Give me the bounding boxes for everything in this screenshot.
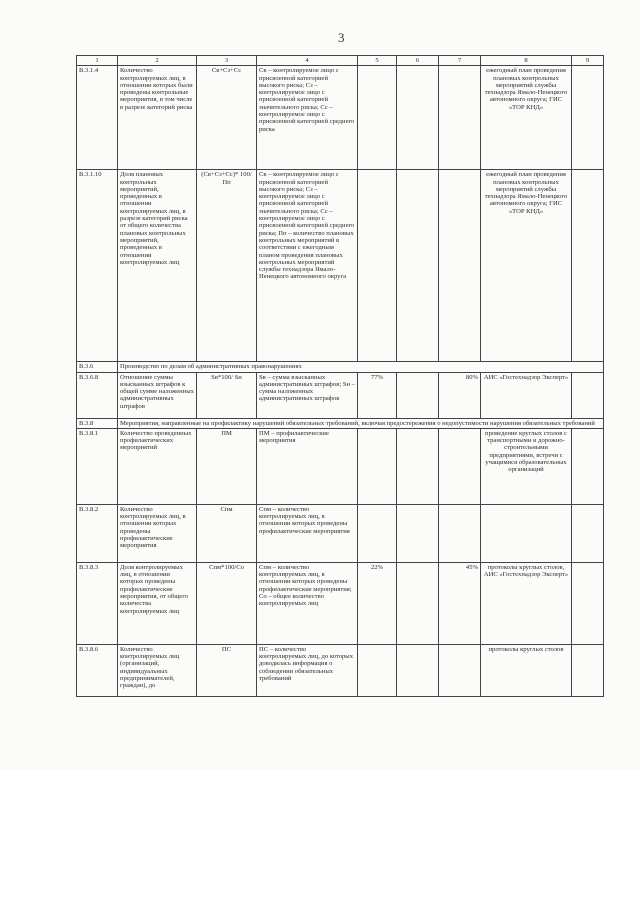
indicator-description: ПМ – профилактические мероприятия (257, 428, 358, 504)
header-cell: 6 (397, 56, 439, 66)
indicator-formula: Св+Сз+Сс (197, 66, 257, 170)
indicator-source: АИС «Гостехнадзор Эксперт» (481, 372, 572, 418)
value-col6 (397, 66, 439, 170)
indicator-id: В.3.8.3 (77, 562, 118, 644)
value-col5: 77% (358, 372, 397, 418)
section-row (77, 362, 604, 372)
value-col7 (439, 428, 481, 504)
value-col7 (439, 66, 481, 170)
indicator-name: Количество проведенных профилактических мероприятий (118, 428, 197, 504)
value-col9 (572, 428, 604, 504)
indicator-formula: Спм (197, 504, 257, 562)
table-row (77, 170, 604, 362)
indicator-id: В.3.6.8 (77, 372, 118, 418)
indicator-id: В.3.8.6 (77, 644, 118, 696)
indicator-description: ПС – количество контролируемых лиц, до которых доводилась информация о соблюдении обязательных требований (257, 644, 358, 696)
indicator-description: Спм – количество контролируемых лиц, в отношении которых проведены профилактические мероприятия; Со – общее количество контролируемых лиц (257, 562, 358, 644)
indicator-source: протоколы круглых столов (481, 644, 572, 696)
indicators-table (76, 55, 604, 697)
indicator-formula: ПМ (197, 428, 257, 504)
value-col6 (397, 644, 439, 696)
value-col5: 22% (358, 562, 397, 644)
value-col5 (358, 644, 397, 696)
indicator-name: Отношение суммы взысканных штрафов к общей сумме наложенных административных штрафов (118, 372, 197, 418)
value-col5 (358, 504, 397, 562)
value-col7 (439, 170, 481, 362)
indicator-formula: Sв*100/ Sн (197, 372, 257, 418)
section-id: В.3.8 (77, 418, 118, 428)
indicator-name: Количество контролируемых лиц, в отношении которых проведены профилактические мероприятия (118, 504, 197, 562)
indicator-description: Спм – количество контролируемых лиц, в отношении которых проведены профилактические мероприятия (257, 504, 358, 562)
value-col5 (358, 170, 397, 362)
header-cell: 2 (118, 56, 197, 66)
table-row (77, 504, 604, 562)
section-row (77, 418, 604, 428)
indicator-formula: (Св+Сз+Сс)* 100/Пп (197, 170, 257, 362)
indicator-description: Св – контролируемое лицо с присвоенной категорией высокого риска; Сз – контролируемое лицо с присвоенной категорией значительного риска; Сс – контролируемое лицо с присвоенной категорией среднего риска; Пп – количество плановых контрольных мероприятий в соответствии с ежегодным планом проведения плановых контрольных мероприятий службы технадзора Ямало-Ненецкого автономного округа (257, 170, 358, 362)
value-col6 (397, 562, 439, 644)
value-col7 (439, 504, 481, 562)
section-id: В.3.6 (77, 362, 118, 372)
indicator-description: Св – контролируемое лицо с присвоенной категорией высокого риска; Сз – контролируемое лицо с присвоенной категорией значительного риска; Сс – контролируемое лицо с присвоенной категорией среднего риска (257, 66, 358, 170)
header-cell: 8 (481, 56, 572, 66)
value-col9 (572, 170, 604, 362)
value-col9 (572, 66, 604, 170)
value-col6 (397, 372, 439, 418)
indicator-source: ежегодный план проведения плановых контрольных мероприятий службы технадзора Ямало-Ненецкого автономного округа; ГИС «ТОР КНД» (481, 66, 572, 170)
value-col9 (572, 504, 604, 562)
value-col6 (397, 504, 439, 562)
header-cell: 9 (572, 56, 604, 66)
indicator-name: Доля плановых контрольных мероприятий, проведенных в отношении контролируемых лиц, в разрезе категорий риска от общего количества плановых контрольных мероприятий, проведенных в отношении контролируемых лиц (118, 170, 197, 362)
indicator-source: ежегодный план проведения плановых контрольных мероприятий службы технадзора Ямало-Ненецкого автономного округа; ГИС «ТОР КНД» (481, 170, 572, 362)
value-col5 (358, 66, 397, 170)
header-cell: 1 (77, 56, 118, 66)
table-row (77, 66, 604, 170)
value-col7: 45% (439, 562, 481, 644)
header-cell: 5 (358, 56, 397, 66)
value-col9 (572, 644, 604, 696)
indicator-description: Sв – сумма взысканных административных штрафов; Sн – сумма наложенных административных штрафов (257, 372, 358, 418)
indicator-name: Количество контролируемых лиц, в отношении которых были проведены контрольные мероприятия, в том числе в разрезе категорий риска (118, 66, 197, 170)
blank-margin (0, 770, 640, 905)
section-title: Производство по делам об административных правонарушениях (118, 362, 604, 372)
indicator-id: В.3.1.10 (77, 170, 118, 362)
indicator-source (481, 504, 572, 562)
value-col9 (572, 562, 604, 644)
indicator-source: проведение круглых столов с транспортными и дорожно-строительными предприятиями, встречи с учащимися образовательных организаций (481, 428, 572, 504)
value-col6 (397, 170, 439, 362)
value-col6 (397, 428, 439, 504)
value-col5 (358, 428, 397, 504)
table-row (77, 428, 604, 504)
value-col9 (572, 372, 604, 418)
table-row (77, 372, 604, 418)
indicator-id: В.3.8.2 (77, 504, 118, 562)
indicator-id: В.3.8.1 (77, 428, 118, 504)
header-row (77, 56, 604, 66)
indicator-formula: Спм*100/Со (197, 562, 257, 644)
section-title: Мероприятия, направленные на профилактику нарушений обязательных требований, включая предостережения о недопустимости нарушения обязательных требований (118, 418, 604, 428)
header-cell: 7 (439, 56, 481, 66)
indicator-source: протоколы круглых столов, АИС «Гостехнадзор Эксперт» (481, 562, 572, 644)
indicator-name: Доля контролируемых лиц, в отношении которых проведены профилактические мероприятия, от общего количества контролируемых лиц (118, 562, 197, 644)
table-row (77, 644, 604, 696)
header-cell: 3 (197, 56, 257, 66)
value-col7: 80% (439, 372, 481, 418)
indicator-formula: ПС (197, 644, 257, 696)
value-col7 (439, 644, 481, 696)
table-row (77, 562, 604, 644)
page-number: 3 (338, 30, 345, 45)
header-cell: 4 (257, 56, 358, 66)
indicator-name: Количество контролируемых лиц (организаций, индивидуальных предпринимателей, граждан), до (118, 644, 197, 696)
indicator-id: В.3.1.4 (77, 66, 118, 170)
